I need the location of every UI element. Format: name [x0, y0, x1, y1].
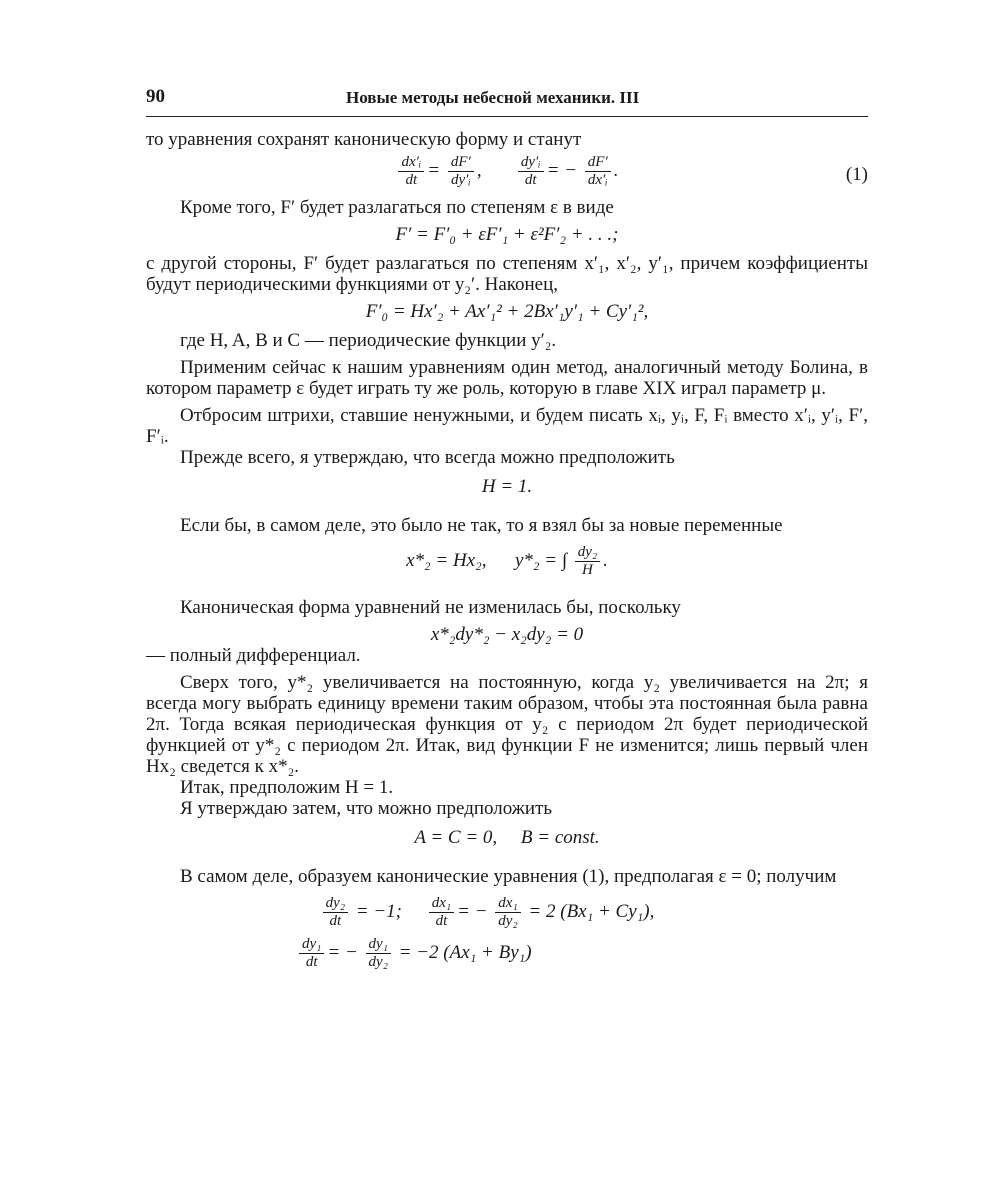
- fraction: $\frac{\text{dx₁}}{dt}$: [429, 895, 454, 930]
- equation-7: A = C = 0, B = const.: [414, 827, 600, 848]
- page-header: [146, 80, 868, 117]
- paragraph: Итак, предположим H = 1.: [180, 777, 394, 798]
- fraction: $\frac{dF'}{\text{dx′ᵢ}}$: [585, 154, 611, 189]
- equation-8: $\frac{\text{dy₂}}{dt}$ = −1; $\frac{\text{dx₁}}{dt}$ = − $\frac{\text{dx₁}}{\text{dy₂}}$ = 2 (Bx₁ + Cy₁),: [106, 895, 868, 930]
- fraction: $\frac{\text{dx₁}}{\text{dy₂}}$: [495, 895, 520, 930]
- fraction: $\frac{\text{dy₂}}{H}$: [575, 544, 600, 579]
- paragraph: — полный дифференциал.: [146, 645, 361, 666]
- paragraph: с другой стороны, F′ будет разлагаться по степеням x′₁, x′₂, y′₁, причем коэффициенты будут периодическими функциями от y₂′. Наконец,: [146, 253, 868, 295]
- equation-number: (1): [845, 164, 868, 185]
- book-page: [146, 80, 868, 971]
- equation-4: H = 1.: [481, 476, 533, 497]
- paragraph: Если бы, в самом деле, это было не так, то я взял бы за новые переменные: [180, 515, 783, 536]
- equation-2: F′ = F′₀ + εF′₁ + ε²F′₂ + . . .;: [395, 224, 619, 245]
- paragraph: Отбросим штрихи, ставшие ненужными, и будем писать xᵢ, yᵢ, F, Fᵢ вместо x′ᵢ, y′ᵢ, F′, F′ᵢ.: [146, 405, 868, 447]
- paragraph: Каноническая форма уравнений не изменилась бы, поскольку: [180, 597, 681, 618]
- fraction: $\frac{\text{dy′ᵢ}}{dt}$: [518, 154, 544, 189]
- fraction: $\frac{\text{dy₁}}{\text{dy₂}}$: [366, 936, 391, 971]
- fraction: $\frac{\text{dy₂}}{dt}$: [323, 895, 348, 930]
- page-number: 90: [146, 86, 165, 107]
- paragraph: В самом деле, образуем канонические уравнения (1), предполагая ε = 0; получим: [180, 866, 837, 887]
- equation-6: x*₂dy*₂ − x₂dy₂ = 0: [430, 624, 584, 645]
- equation-5: x*₂ = Hx₂, y*₂ = ∫ $\frac{\text{dy₂}}{H}$ .: [406, 544, 608, 578]
- paragraph: Кроме того, F′ будет разлагаться по степеням ε в виде: [180, 197, 614, 218]
- equation-1: $\frac{\text{dx′ᵢ}}{dt}$ = $\frac{dF'}{\text{dy′ᵢ}}$ , $\frac{\text{dy′ᵢ}}{dt}$ = − $\frac{dF'}{\text{dx′ᵢ}}$ . (1): [146, 154, 868, 189]
- fraction: $\frac{\text{dx′ᵢ}}{dt}$: [398, 154, 424, 189]
- paragraph: Прежде всего, я утверждаю, что всегда можно предположить: [180, 447, 675, 468]
- fraction: $\frac{\text{dy₁}}{dt}$: [299, 936, 324, 971]
- paragraph: Я утверждаю затем, что можно предположить: [180, 798, 553, 819]
- paragraph: Применим сейчас к нашим уравнениям один метод, аналогичный методу Болина, в котором параметр ε будет играть ту же роль, которую в главе XIX играл параметр μ.: [146, 357, 868, 399]
- running-title: Новые методы небесной механики. III: [346, 88, 640, 107]
- equation-3: F′₀ = Hx′₂ + Ax′₁² + 2Bx′₁y′₁ + Cy′₁²,: [365, 301, 649, 322]
- paragraph: где H, A, B и C — периодические функции y′₂.: [180, 330, 557, 351]
- equation-9: $\frac{\text{dy₁}}{dt}$ = − $\frac{\text{dy₁}}{\text{dy₂}}$ = −2 (Ax₁ + By₁): [146, 936, 868, 971]
- paragraph: то уравнения сохранят каноническую форму и станут: [146, 129, 582, 150]
- paragraph: Сверх того, y*₂ увеличивается на постоянную, когда y₂ увеличивается на 2π; я всегда могу выбрать единицу времени таким образом, чтобы эта постоянная была равна 2π. Тогда всякая периодическая функция от y₂ с периодом 2π будет периодической функцией от y*₂ с периодом 2π. Итак, вид функции F не изменится; лишь первый член Hx₂ сведется к x*₂.: [146, 672, 868, 777]
- fraction: $\frac{dF'}{\text{dy′ᵢ}}$: [448, 154, 474, 189]
